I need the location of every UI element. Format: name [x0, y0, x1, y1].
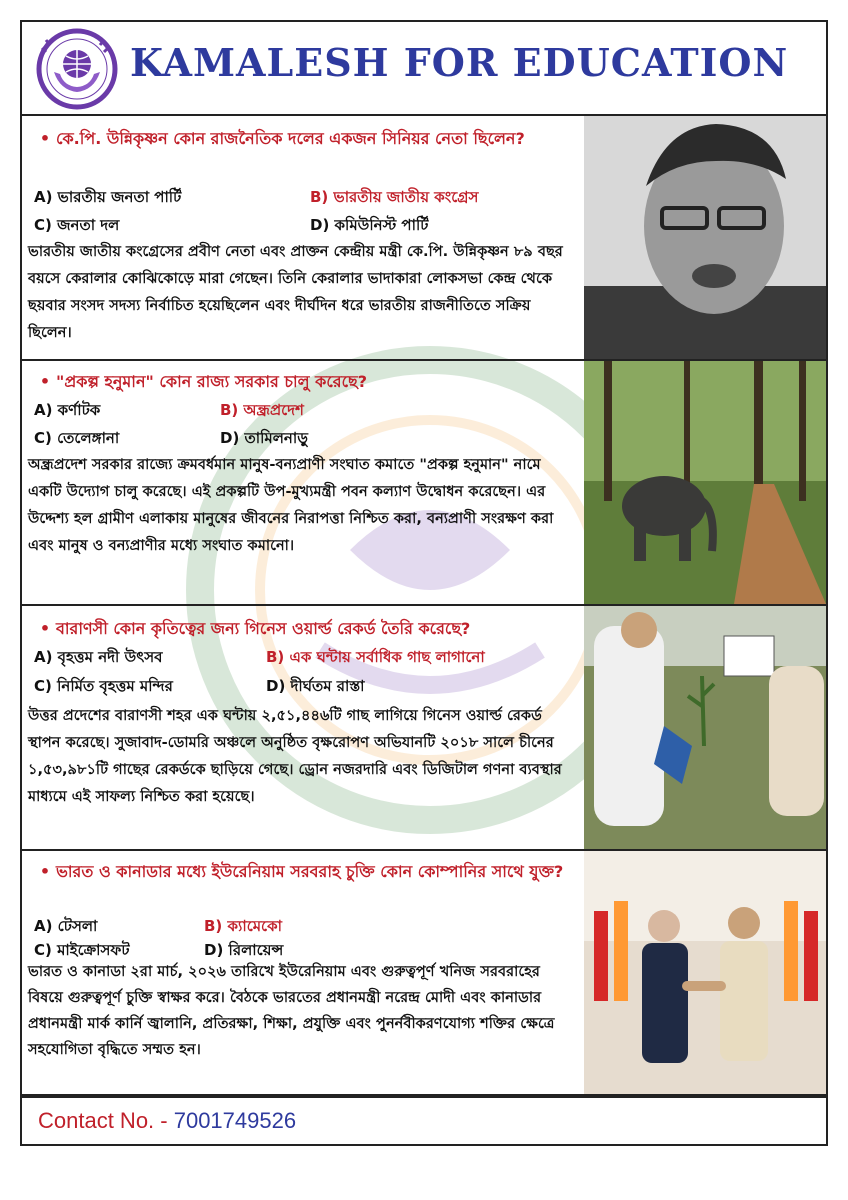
question-label: ভারত ও কানাডার মধ্যে ইউরেনিয়াম সরবরাহ চুক্তি কোন কোম্পানির সাথে যুক্ত?: [56, 862, 564, 881]
bullet-icon: •: [39, 862, 51, 881]
question-text: [34, 616, 572, 641]
explanation-text: ভারত ও কানাডা ২রা মার্চ, ২০২৬ তারিখে ইউরেনিয়াম এবং গুরুত্বপূর্ণ খনিজ সরবরাহের বিষয়ে গুরুত্বপূর্ণ চুক্তি স্বাক্ষর করে। বৈঠকে ভারতের প্রধানমন্ত্রী নরেন্দ্র মোদী এবং কানাডার প্রধানমন্ত্রী মার্ক কার্নি জ্বালানি, প্রতিরক্ষা, শিক্ষা, প্রযুক্তি এবং পুনর্নবীকরণযোগ্য শক্তির ক্ষেত্রে সহযোগিতা বৃদ্ধিতে সম্মত হন।: [28, 963, 555, 1058]
header: [22, 22, 826, 116]
question-text: [34, 369, 572, 394]
option-c: C) নির্মিত বৃহত্তম মন্দির: [34, 677, 173, 695]
explanation-text: অন্ধ্রপ্রদেশ সরকার রাজ্যে ক্রমবর্ধমান মানুষ-বন্যপ্রাণী সংঘাত কমাতে "প্রকল্প হনুমান" নামে একটি উদ্যোগ চালু করেছে। এই প্রকল্পটি উপ-মুখ্যমন্ত্রী পবন কল্যাণ উদ্বোধন করেছেন। এর উদ্দেশ্য হল গ্রামীণ এলাকায় মানুষের জীবনের নিরাপত্তা নিশ্চিত করা, বন্যপ্রাণী সংরক্ষণ করা এবং মানুষ ও বন্যপ্রাণীর মধ্যে সংঘাত কমানো।: [28, 456, 554, 554]
handshake-photo: [584, 851, 826, 1094]
contact-line: [38, 1108, 296, 1134]
option-b-correct: B) ক্যামেকো: [204, 917, 282, 935]
contact-number[interactable]: 7001749526: [173, 1108, 297, 1133]
plantation-photo: [584, 606, 826, 849]
question-label: "প্রকল্প হনুমান" কোন রাজ্য সরকার চালু করেছে?: [56, 372, 367, 391]
bullet-icon: •: [39, 129, 51, 148]
option-a: A) ভারতীয় জনতা পার্টি: [34, 188, 182, 206]
explanation-text: ভারতীয় জাতীয় কংগ্রেসের প্রবীণ নেতা এবং প্রাক্তন কেন্দ্রীয় মন্ত্রী কে.পি. উন্নিকৃষ্ণন ৮৯ বছর বয়সে কেরালার কোঝিকোড়ে মারা গেছেন। তিনি কেরালার ভাদাকারা লোকসভা কেন্দ্র থেকে ছয়বার সংসদ সদস্য নির্বাচিত হয়েছিলেন এবং দীর্ঘদিন ধরে ভারতীয় রাজনীতিতে সক্রিয় ছিলেন।: [28, 243, 563, 341]
question-card-4: [22, 851, 826, 1094]
elephant-photo: [584, 361, 826, 604]
option-a: A) টেসলা: [34, 917, 98, 935]
logo-globe-hands-icon: [32, 28, 122, 110]
explanation-text: উত্তর প্রদেশের বারাণসী শহর এক ঘন্টায় ২,৫১,৪৪৬টি গাছ লাগিয়ে গিনেস ওয়ার্ল্ড রেকর্ড স্থাপন করেছে। সুজাবাদ-ডোমরি অঞ্চলে অনুষ্ঠিত বৃক্ষরোপণ অভিযানটি ২০১৮ সালে চীনের ১,৫৩,৯৮১টি গাছের রেকর্ডকে ছাড়িয়ে গেছে। ড্রোন নজরদারি এবং ডিজিটাল গণনা ব্যবস্থার মাধ্যমে এই সাফল্য নিশ্চিত করা হয়েছে।: [28, 707, 562, 805]
option-c: C) জনতা দল: [34, 216, 120, 234]
option-c: C) মাইক্রোসফট: [34, 941, 130, 959]
option-a: A) বৃহত্তম নদী উৎসব: [34, 648, 163, 666]
question-text: [34, 859, 572, 884]
question-text: [34, 126, 572, 151]
footer: [22, 1098, 826, 1144]
bullet-icon: •: [39, 372, 51, 391]
brand-title: KAMALESH FOR EDUCATION: [130, 40, 789, 85]
option-b-correct: B) এক ঘন্টায় সর্বাধিক গাছ লাগানো: [266, 648, 485, 666]
option-d: D) রিলায়েন্স: [204, 941, 284, 959]
question-label: বারাণসী কোন কৃতিত্বের জন্য গিনেস ওয়ার্ল্ড রেকর্ড তৈরি করেছে?: [56, 619, 471, 638]
question-card-3: [22, 606, 826, 851]
option-d: D) তামিলনাড়ু: [220, 429, 308, 447]
question-card-2: [22, 361, 826, 606]
bullet-icon: •: [39, 619, 51, 638]
option-a: A) কর্ণাটক: [34, 401, 101, 419]
option-d: D) দীর্ঘতম রাস্তা: [266, 677, 365, 695]
question-card-1: [22, 116, 826, 361]
portrait-photo: [584, 116, 826, 359]
option-d: D) কমিউনিস্ট পার্টি: [310, 216, 429, 234]
option-b-correct: B) অন্ধ্রপ্রদেশ: [220, 401, 304, 419]
option-c: C) তেলেঙ্গানা: [34, 429, 120, 447]
option-b-correct: B) ভারতীয় জাতীয় কংগ্রেস: [310, 188, 479, 206]
question-label: কে.পি. উন্নিকৃষ্ণন কোন রাজনৈতিক দলের একজন সিনিয়র নেতা ছিলেন?: [56, 129, 525, 148]
contact-label: Contact No. -: [38, 1108, 174, 1133]
